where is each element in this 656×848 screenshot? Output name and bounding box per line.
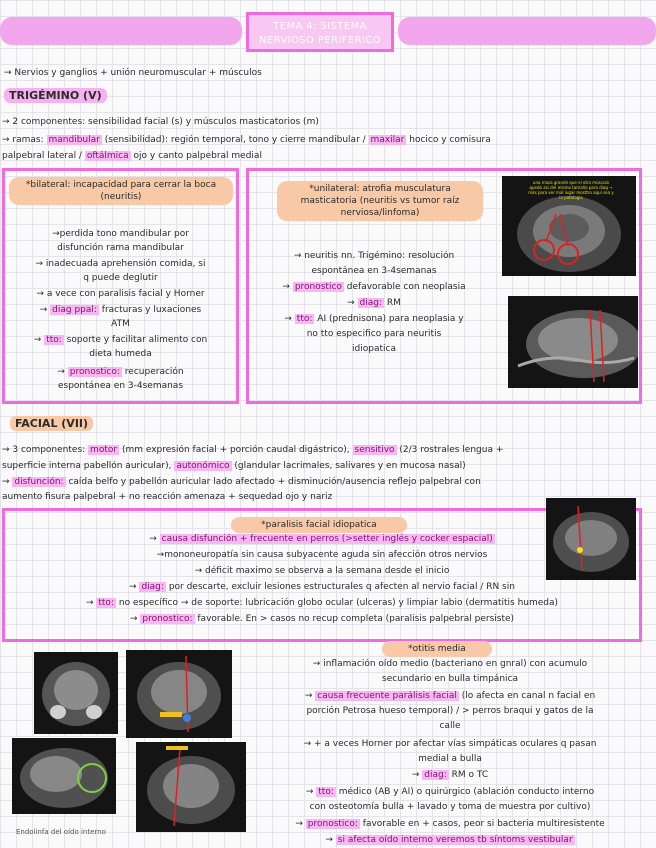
paralisis-line-2: →mononeuropatía sin causa subyacente aguda sin afección otros nervios: [156, 550, 488, 560]
otitis-line-6: → + a veces Horner por afectar vías simpáticas oculares q pasan: [303, 739, 597, 749]
paralisis-causa: → causa disfunción + frecuente en perros (>setter inglés y cocker espacial): [149, 534, 493, 544]
mri-image-otitis-1: [34, 652, 118, 734]
bilateral-line-5: → a vece con paralisis facial y Horner: [36, 289, 205, 299]
unilateral-diag: → diag: RM: [347, 298, 401, 308]
section-trigemino: TRIGÉMINO (V): [4, 88, 107, 103]
facial-dysfunction: → disfunción: caída belfo y pabellón auricular lado afectado + disminución/ausencia reflejo palpebral con: [2, 477, 481, 487]
otitis-tto-2: con osteotomía bulla + lavado y toma de muestra por cultivo): [309, 802, 591, 812]
otitis-line-4: porción Petrosa hueso temporal) / > perros braqui y gatos de la: [306, 706, 594, 716]
otitis-diag: → diag: RM o TC: [411, 770, 489, 780]
unilateral-line-1: → neuritis nn. Trigémino: resolución: [293, 251, 455, 261]
unilateral-prono: → pronostico defavorable con neoplasia: [282, 282, 466, 292]
unilateral-title: *unilateral: atrofia musculatura masticatoria (neuritis vs tumor raíz nerviosa/linfoma): [277, 181, 483, 221]
page-title: [246, 12, 394, 52]
otitis-line-5: calle: [439, 721, 461, 731]
bilateral-diag-2: ATM: [111, 319, 130, 329]
otitis-vestibular: → si afecta oído interno veremos tb síntoms vestibular: [325, 835, 573, 845]
title-line-1: TEMA 4: SISTEMA: [273, 21, 367, 32]
paralisis-title: *paralisis facial idiopatica: [231, 517, 407, 533]
unilateral-line-2: espontánea en 3-4semanas: [311, 266, 437, 276]
otitis-line-2: secundario en bulla timpánica: [382, 674, 518, 684]
header-bar-left: [0, 17, 242, 45]
otitis-title: *otitis media: [382, 641, 492, 657]
otitis-line-7: medial a bulla: [418, 754, 482, 764]
section-facial: FACIAL (VII): [10, 416, 93, 431]
bilateral-line-1: →perdida tono mandibular por: [52, 229, 189, 239]
mri-image-trigemino-1: [502, 176, 636, 276]
header-bar-right: [398, 17, 656, 45]
bilateral-tto: → tto: soporte y facilitar alimento con: [33, 335, 208, 345]
bilateral-line-4: q puede deglutir: [83, 273, 158, 283]
mri-image-facial: [546, 498, 636, 580]
title-line-2: NERVIOSO PERIFERICO: [259, 35, 381, 46]
facial-dysfunction-2: aumento fisura palpebral + no reacción amenaza + sequedad ojo y nariz: [2, 492, 333, 502]
mri-image-otitis-4: [136, 742, 246, 832]
paralisis-diag: → diag: por descarte, excluir lesiones estructurales q afecten al nervio facial / RN sin: [129, 582, 515, 592]
bilateral-prono: → pronostico: recuperación: [57, 367, 184, 377]
otitis-line-1: → inflamación oído medio (bacteriano en gnral) con acumulo: [312, 659, 588, 669]
paralisis-line-3: → déficit maximo se observa a la semana desde el inicio: [194, 566, 450, 576]
bilateral-diag: → diag ppal: fracturas y luxaciones: [39, 305, 202, 315]
facial-components-2: superficie interna pabellón auricular), autonómico (glandular lacrimales, salivares y en mucosa nasal): [2, 461, 466, 471]
mri-image-otitis-2: [126, 650, 232, 738]
bilateral-tto-2: dieta humeda: [89, 349, 152, 359]
image-caption: Endolinfa del oído interno: [16, 828, 106, 836]
unilateral-tto-3: idiopatica: [352, 344, 396, 354]
otitis-tto: → tto: médico (AB y AI) o quirúrgico (ablación conducto interno: [305, 787, 595, 797]
bilateral-title: *bilateral: incapacidad para cerrar la boca (neuritis): [9, 177, 233, 205]
mri-image-otitis-3: [12, 738, 116, 814]
otitis-prono: → pronostico: favorable en + casos, peor si bacteria multiresistente: [295, 819, 605, 829]
bilateral-box: [2, 168, 239, 404]
facial-components: → 3 componentes: motor (mm expresión facial + porción caudal digástrico), sensitivo (2/3 rostrales lengua +: [2, 445, 504, 455]
unilateral-tto: → tto: AI (prednisona) para neoplasia y: [284, 314, 464, 324]
paralisis-tto: → tto: no específico → de soporte: lubricación globo ocular (ulceras) y limpiar labio (dermatitis humeda): [85, 598, 559, 608]
trig-branches: → ramas: mandibular (sensibilidad): región temporal, tono y cierre mandibular / maxilar hocico y comisura: [2, 135, 491, 145]
paralisis-prono: → pronostico: favorable. En > casos no recup completa (paralisis palpebral persiste): [129, 614, 515, 624]
mri-image-trigemino-2: [508, 296, 638, 388]
mri-annotation: una masa grande que el otro músculo queda asi del mismo tamaño para diag → más para ver mal lugar mosttro aquí sea y la patología: [528, 180, 614, 200]
trig-branches-2: palpebral lateral / oftálmica ojo y canto palpebral medial: [2, 151, 262, 161]
unilateral-tto-2: no tto especifico para neuritis: [306, 329, 442, 339]
bilateral-line-2: disfunción rama mandibular: [57, 243, 184, 253]
intro-text: → Nervios y ganglios + unión neuromuscular + músculos: [4, 68, 262, 78]
bilateral-prono-2: espontánea en 3-4semanas: [57, 381, 184, 391]
trig-components: → 2 componentes: sensibilidad facial (s) y músculos masticatorios (m): [2, 117, 319, 127]
bilateral-line-3: → inadecuada aprehensión comida, si: [35, 259, 206, 269]
otitis-causa: → causa frecuente parálisis facial (lo afecta en canal n facial en: [304, 691, 596, 701]
